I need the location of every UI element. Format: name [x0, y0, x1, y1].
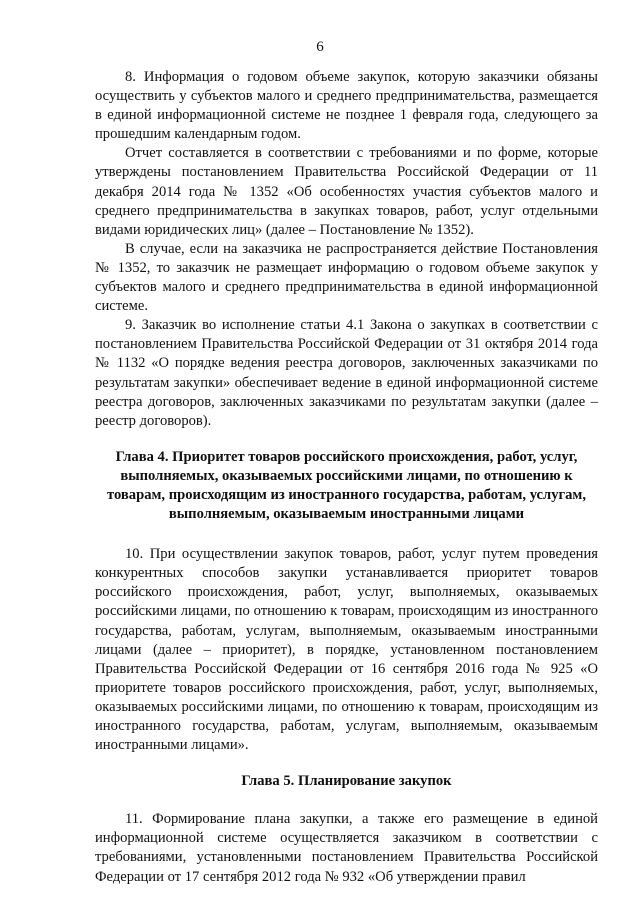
spacer [95, 791, 598, 810]
chapter-4-heading-line: Глава 4. Приоритет товаров российского происхождения, работ, услуг, [115, 448, 578, 465]
paragraph-11: 11. Формирование плана закупки, а также его размещение в единой информационной системе осуществляется заказчиком в соответствии с требованиями, установленными постановлением Правительства Российской Федерации от 17 сентября 2012 года № 932 «Об утверждении правил [95, 811, 598, 885]
spacer [95, 524, 598, 545]
chapter-5-heading: Глава 5. Планирование закупок [241, 773, 452, 790]
chapter-4-heading-line: выполняемых, оказываемых российскими лицами, по отношению к [120, 467, 573, 484]
spacer [95, 431, 598, 448]
page-number: 6 [316, 39, 324, 55]
paragraph-9: 9. Заказчик во исполнение статьи 4.1 Закона о закупках в соответствии с постановлением Правительства Российской Федерации от 31 октября 2014 года № 1132 «О порядке ведения реестра договоров, заключенных заказчиками по результатам закупки» обеспечивает ведение в единой информационной системе реестра договоров, заключенных заказчиками по результатам закупки (далее – реестр договоров). [95, 317, 598, 429]
spacer [95, 755, 598, 772]
paragraph-8: 8. Информация о годовом объеме закупок, которую заказчики обязаны осуществить у субъектов малого и среднего предпринимательства, размещается в единой информационной системе не позднее 1 февраля года, следующего за прошедшим календарным годом. [95, 69, 598, 143]
document-body [95, 68, 598, 887]
chapter-4-heading-line: выполняемым, оказываемым иностранными лицами [168, 506, 525, 523]
chapter-4-heading [95, 448, 598, 524]
paragraph-10: 10. При осуществлении закупок товаров, работ, услуг путем проведения конкурентных способов закупки устанавливается приоритет товаров российского происхождения, работ, услуг, выполняемых, оказываемых российскими лицами, по отношению к товарам, происходящим из иностранного государства, работам, услугам, выполняемым, оказываемым иностранными лицами (далее – приоритет), в порядке, установленном постановлением Правительства Российской Федерации от 16 сентября 2016 года № 925 «О приоритете товаров российского происхождения, работ, услуг, выполняемых, оказываемых российскими лицами, по отношению к товарам, происходящим из иностранного государства, работам, услугам, выполняемым, оказываемым иностранными лицами». [95, 546, 598, 754]
paragraph-8-report: Отчет составляется в соответствии с требованиями и по форме, которые утверждены постановлением Правительства Российской Федерации от 11 декабря 2014 года № 1352 «Об особенностях участия субъектов малого и среднего предпринимательства в закупках товаров, работ, услуг отдельными видами юридических лиц» (далее – Постановление № 1352). [95, 145, 598, 238]
chapter-4-heading-line: товарам, происходящим из иностранного государства, работам, услугам, [106, 486, 587, 503]
paragraph-8-case: В случае, если на заказчика не распространяется действие Постановления № 1352, то заказчик не размещает информацию о годовом объеме закупок у субъектов малого и среднего предпринимательства в единой информационной системе. [95, 240, 598, 315]
